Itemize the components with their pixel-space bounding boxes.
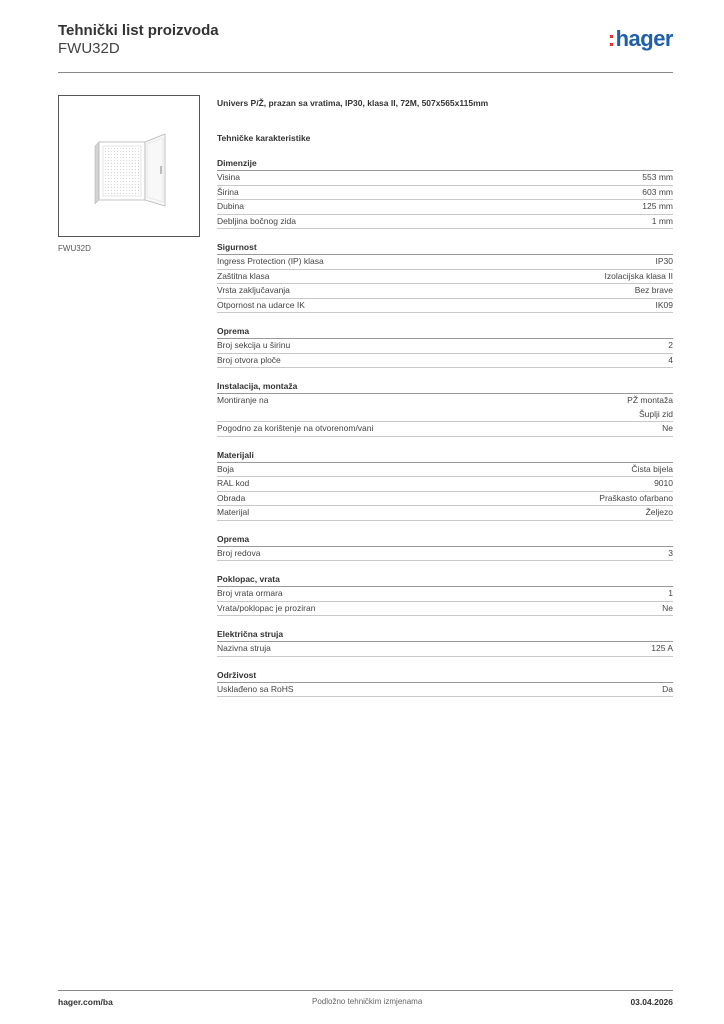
spec-row <box>217 547 673 562</box>
spec-value: Bez brave <box>634 285 673 295</box>
spec-row <box>217 215 673 230</box>
image-caption: FWU32D <box>58 244 91 253</box>
spec-label: Dubina <box>217 201 244 211</box>
spec-label: Vrata/poklopac je proziran <box>217 602 316 613</box>
spec-value: 1 mm <box>651 215 673 226</box>
spec-label: Broj vrata ormara <box>217 588 283 598</box>
spec-label: RAL kod <box>217 478 250 488</box>
spec-row <box>217 642 673 657</box>
product-code: FWU32D <box>58 40 120 57</box>
spec-row <box>217 587 673 602</box>
spec-row <box>217 299 673 314</box>
section-title: Poklopac, vrata <box>217 573 673 587</box>
spec-section <box>217 669 673 698</box>
spec-label: Debljina bočnog zida <box>217 215 296 226</box>
logo-prefix: : <box>607 26 615 51</box>
spec-value: IK09 <box>655 299 673 310</box>
spec-section <box>217 533 673 562</box>
footer-notice: Podložno tehničkim izmjenama <box>312 997 423 1006</box>
document-title: Tehnički list proizvoda <box>58 22 219 39</box>
spec-label: Broj otvora ploče <box>217 354 281 365</box>
section-title: Instalacija, montaža <box>217 380 673 394</box>
hager-logo <box>608 26 673 52</box>
product-image <box>58 95 200 237</box>
spec-label: Montiranje na <box>217 395 269 405</box>
spec-value: 3 <box>668 547 673 558</box>
spec-value: 603 mm <box>642 186 673 197</box>
footer-date: 03.04.2026 <box>630 997 673 1007</box>
footer-divider <box>58 990 673 991</box>
spec-value: Ne <box>662 602 673 613</box>
spec-section <box>217 449 673 521</box>
spec-row <box>217 394 673 422</box>
section-title: Oprema <box>217 533 673 547</box>
spec-row <box>217 492 673 507</box>
spec-value: Željezo <box>645 507 673 517</box>
spec-sections <box>217 157 673 697</box>
page-header <box>58 22 673 66</box>
spec-section <box>217 241 673 313</box>
spec-label: Zaštitna klasa <box>217 270 270 281</box>
spec-row <box>217 602 673 617</box>
spec-label: Vrsta zaključavanja <box>217 285 290 295</box>
spec-section <box>217 628 673 657</box>
spec-row <box>217 422 673 437</box>
section-title: Električna struja <box>217 628 673 642</box>
spec-label: Širina <box>217 186 239 197</box>
footer-website: hager.com/ba <box>58 997 113 1007</box>
spec-label: Ingress Protection (IP) klasa <box>217 256 324 266</box>
section-title: Održivost <box>217 669 673 683</box>
spec-row <box>217 200 673 215</box>
spec-label: Boja <box>217 463 235 474</box>
spec-label: Obrada <box>217 492 246 503</box>
spec-value: 1 <box>668 588 673 598</box>
spec-label: Broj sekcija u širinu <box>217 340 291 350</box>
spec-row <box>217 683 673 698</box>
spec-value: 125 A <box>651 643 673 653</box>
spec-label: Otpornost na udarce IK <box>217 299 305 310</box>
spec-value: Da <box>662 683 673 694</box>
logo-text: hager <box>615 26 673 51</box>
spec-row <box>217 506 673 521</box>
section-title: Materijali <box>217 449 673 463</box>
spec-row <box>217 186 673 201</box>
spec-label: Usklađeno sa RoHS <box>217 683 294 694</box>
spec-label: Visina <box>217 172 240 182</box>
spec-value: Čista bijela <box>631 463 673 474</box>
spec-value: 9010 <box>654 478 673 488</box>
spec-label: Pogodno za korištenje na otvorenom/vani <box>217 423 374 433</box>
spec-row <box>217 477 673 492</box>
specifications <box>217 96 673 697</box>
spec-row <box>217 339 673 354</box>
spec-row <box>217 284 673 299</box>
spec-value: PŽ montaža Šuplji zid <box>627 395 673 419</box>
spec-row <box>217 270 673 285</box>
spec-value: 553 mm <box>642 172 673 182</box>
spec-label: Materijal <box>217 507 250 517</box>
header-divider <box>58 72 673 73</box>
section-title: Sigurnost <box>217 241 673 255</box>
spec-value: Izolacijska klasa II <box>604 270 673 281</box>
spec-row <box>217 171 673 186</box>
spec-label: Broj redova <box>217 547 261 558</box>
section-title: Oprema <box>217 325 673 339</box>
product-description: Univers P/Ž, prazan sa vratima, IP30, klasa II, 72M, 507x565x115mm <box>217 98 489 108</box>
spec-row <box>217 463 673 478</box>
spec-section <box>217 157 673 229</box>
spec-value: IP30 <box>655 256 673 266</box>
spec-value: Praškasto ofarbano <box>599 492 673 503</box>
spec-section <box>217 380 673 437</box>
spec-value: 2 <box>668 340 673 350</box>
enclosure-cabinet-icon <box>59 96 199 236</box>
technical-characteristics-heading: Tehničke karakteristike <box>217 133 311 143</box>
spec-value: Ne <box>662 423 673 433</box>
spec-row <box>217 255 673 270</box>
spec-value: 4 <box>668 354 673 365</box>
spec-label: Nazivna struja <box>217 643 271 653</box>
spec-section <box>217 325 673 368</box>
spec-row <box>217 354 673 369</box>
spec-section <box>217 573 673 616</box>
spec-value: 125 mm <box>642 201 673 211</box>
section-title: Dimenzije <box>217 157 673 171</box>
